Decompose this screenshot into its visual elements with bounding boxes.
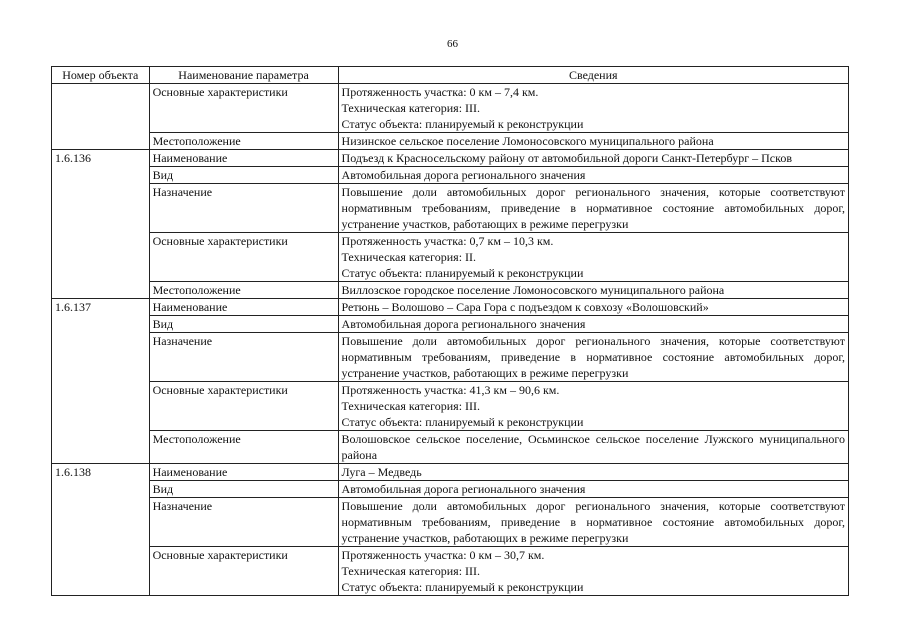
- parameter-label: Основные характеристики: [149, 233, 338, 282]
- table-row: [52, 431, 849, 464]
- table-row: [52, 481, 849, 498]
- parameter-label: Местоположение: [149, 431, 338, 464]
- parameter-label: Вид: [149, 481, 338, 498]
- table-row: [52, 133, 849, 150]
- parameter-value: Повышение доли автомобильных дорог регионального значения, которые соответствуют нормативным требованиям, приведение в нормативное состояние автомобильных дорог, устранение участков, работающих в режиме перегрузки: [338, 333, 848, 382]
- table-row: [52, 498, 849, 547]
- table-row: [52, 299, 849, 316]
- parameter-value: [338, 547, 848, 596]
- table-row: [52, 167, 849, 184]
- characteristic-line: Техническая категория: III.: [341, 101, 481, 115]
- characteristic-line: Техническая категория: II.: [341, 250, 477, 264]
- characteristic-line: Статус объекта: планируемый к реконструкции: [341, 266, 584, 280]
- parameter-label: Вид: [149, 167, 338, 184]
- parameter-value: Автомобильная дорога регионального значения: [338, 481, 848, 498]
- characteristic-line: Протяженность участка: 0 км – 7,4 км.: [341, 85, 539, 99]
- parameter-value: Виллозское городское поселение Ломоносовского муниципального района: [338, 282, 848, 299]
- parameter-label: Назначение: [149, 333, 338, 382]
- parameter-value: [338, 233, 848, 282]
- parameter-value: [338, 84, 848, 133]
- parameter-value: Низинское сельское поселение Ломоносовского муниципального района: [338, 133, 848, 150]
- table-row: [52, 464, 849, 481]
- parameter-value: Автомобильная дорога регионального значения: [338, 167, 848, 184]
- characteristic-line: Статус объекта: планируемый к реконструкции: [341, 415, 584, 429]
- object-number-cell: 1.6.136: [52, 150, 150, 299]
- characteristic-line: Статус объекта: планируемый к реконструкции: [341, 117, 584, 131]
- characteristic-line: Протяженность участка: 41,3 км – 90,6 км.: [341, 383, 560, 397]
- parameter-value: Волошовское сельское поселение, Осьминское сельское поселение Лужского муниципального района: [338, 431, 848, 464]
- table-row: [52, 316, 849, 333]
- parameter-label: Местоположение: [149, 133, 338, 150]
- road-objects-table: [51, 66, 849, 596]
- column-header-parameter: Наименование параметра: [149, 67, 338, 84]
- parameter-label: Основные характеристики: [149, 84, 338, 133]
- page-number: 66: [447, 38, 458, 50]
- parameter-label: Вид: [149, 316, 338, 333]
- parameter-label: Назначение: [149, 184, 338, 233]
- parameter-value: Ретюнь – Волошово – Сара Гора с подъездом к совхозу «Волошовский»: [338, 299, 848, 316]
- table-row: [52, 382, 849, 431]
- parameter-value: [338, 382, 848, 431]
- column-header-number: Номер объекта: [52, 67, 150, 84]
- parameter-value: Повышение доли автомобильных дорог регионального значения, которые соответствуют нормативным требованиям, приведение в нормативное состояние автомобильных дорог, устранение участков, работающих в режиме перегрузки: [338, 498, 848, 547]
- object-number-cell: 1.6.138: [52, 464, 150, 596]
- table-row: [52, 547, 849, 596]
- table-row: [52, 84, 849, 133]
- table-row: [52, 282, 849, 299]
- characteristic-line: Техническая категория: III.: [341, 564, 481, 578]
- parameter-label: Основные характеристики: [149, 382, 338, 431]
- table-row: [52, 333, 849, 382]
- parameter-label: Наименование: [149, 464, 338, 481]
- parameter-value: Луга – Медведь: [338, 464, 848, 481]
- table-row: [52, 184, 849, 233]
- characteristic-line: Протяженность участка: 0 км – 30,7 км.: [341, 548, 545, 562]
- column-header-details: Сведения: [338, 67, 848, 84]
- parameter-label: Наименование: [149, 299, 338, 316]
- characteristic-line: Протяженность участка: 0,7 км – 10,3 км.: [341, 234, 554, 248]
- object-number-cell: 1.6.137: [52, 299, 150, 464]
- parameter-value: Подъезд к Красносельскому району от автомобильной дороги Санкт-Петербург – Псков: [338, 150, 848, 167]
- parameter-label: Основные характеристики: [149, 547, 338, 596]
- table-row: [52, 233, 849, 282]
- parameter-value: Повышение доли автомобильных дорог регионального значения, которые соответствуют нормативным требованиям, приведение в нормативное состояние автомобильных дорог, устранение участков, работающих в режиме перегрузки: [338, 184, 848, 233]
- parameter-label: Назначение: [149, 498, 338, 547]
- parameter-value: Автомобильная дорога регионального значения: [338, 316, 848, 333]
- characteristic-line: Техническая категория: III.: [341, 399, 481, 413]
- parameter-label: Наименование: [149, 150, 338, 167]
- table-row: [52, 150, 849, 167]
- characteristic-line: Статус объекта: планируемый к реконструкции: [341, 580, 584, 594]
- table-header-row: [52, 67, 849, 84]
- object-number-cell: [52, 84, 150, 150]
- parameter-label: Местоположение: [149, 282, 338, 299]
